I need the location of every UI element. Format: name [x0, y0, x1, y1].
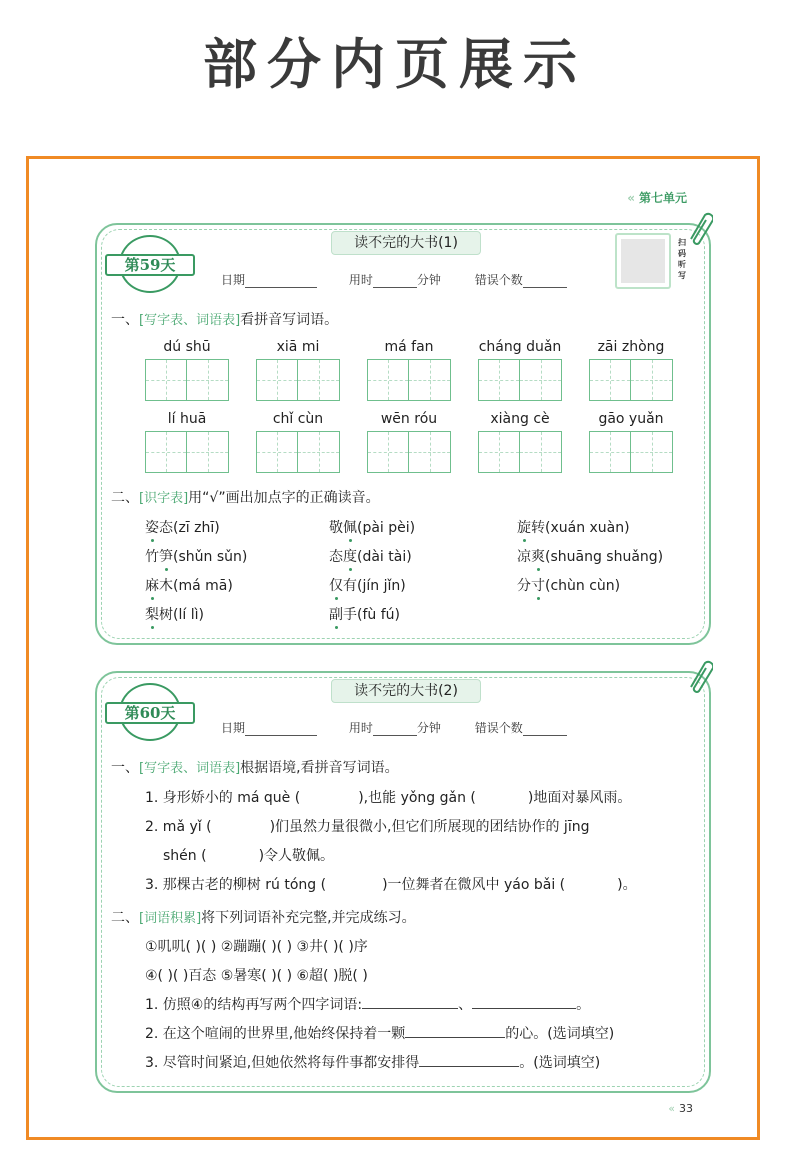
- section-2-heading: 二、[词语积累]将下列词语补充完整,并完成练习。: [111, 910, 416, 926]
- write-cells[interactable]: [589, 431, 673, 473]
- section-2-heading: 二、[识字表]用“√”画出加点字的正确读音。: [111, 490, 380, 506]
- qr-code[interactable]: [615, 233, 671, 289]
- write-cells[interactable]: [478, 431, 562, 473]
- day-59-card: 第59天 读不完的大书(1) 日期 用时 分钟 错误个数 扫码听写 一、[写字表、词语表]看拼音写词语。 dú shū xiā mi má fan cháng duǎn zāi zhòng lí huā chǐ cùn wēn róu xiàng cè gāo yuǎn 二、[识字表]用“√”画出加点字的正确读音。 姿态(zī zhī) 敬佩(pài pèi) 旋转(xuán xuàn) 竹笋(shǔn sǔn) 态度(dài tài) 凉爽(shuāng shuǎng) 麻木(má mā) 仅有(jín jǐn) 分寸(chùn cùn) 梨树(lí lì) 副手(fù fú): [95, 223, 711, 645]
- lesson-title: 读不完的大书(1): [331, 231, 481, 255]
- question-3: 3. 那棵古老的柳树 rú tóng ( )一位舞者在微风中 yáo bǎi ( )。: [145, 877, 637, 893]
- qr-label: 扫码听写: [678, 238, 686, 280]
- day-60-card: [95, 671, 711, 1093]
- workbook-page: [26, 156, 760, 1140]
- fill-row-1[interactable]: ①叽叽( )( ) ②蹦蹦( )( ) ③井( )( )序: [145, 939, 368, 955]
- lesson-title: 读不完的大书(2): [331, 679, 481, 703]
- double-chevron-icon: «: [627, 191, 635, 205]
- meta-row: 日期 用时 分钟 错误个数: [221, 271, 567, 288]
- page-number: « 33: [668, 1102, 693, 1115]
- choice-item[interactable]: 梨树(lí lì): [145, 604, 204, 624]
- paperclip-icon: [683, 657, 713, 695]
- error-field[interactable]: [523, 721, 567, 736]
- choice-item[interactable]: 姿态(zī zhī): [145, 517, 220, 537]
- choice-item[interactable]: 敬佩(pài pèi): [329, 517, 415, 537]
- time-field[interactable]: [373, 273, 417, 288]
- answer-blank[interactable]: [419, 1052, 519, 1067]
- time-field[interactable]: [373, 721, 417, 736]
- exercise-1: 1. 仿照④的结构再写两个四字词语: 、 。: [145, 994, 590, 1014]
- question-2: 2. mǎ yǐ ( )们虽然力量很微小,但它们所展现的团结协作的 jīng: [145, 819, 590, 835]
- section-1-heading: 一、[写字表、词语表]看拼音写词语。: [111, 312, 339, 328]
- banner: [0, 0, 790, 150]
- question-2-cont: shén ( )令人敬佩。: [163, 848, 335, 864]
- choice-item[interactable]: 仅有(jín jǐn): [329, 575, 406, 595]
- choice-item[interactable]: 竹笋(shǔn sǔn): [145, 546, 247, 566]
- write-cells[interactable]: [367, 359, 451, 401]
- answer-blank[interactable]: [405, 1023, 505, 1038]
- choice-item[interactable]: 分寸(chùn cùn): [517, 575, 620, 595]
- question-1: 1. 身形娇小的 má què ( ),也能 yǒng gǎn ( )地面对暴风雨。: [145, 790, 632, 806]
- write-cells[interactable]: [256, 359, 340, 401]
- write-cells[interactable]: [145, 359, 229, 401]
- answer-blank[interactable]: [472, 994, 576, 1009]
- exercise-3: 3. 尽管时间紧迫,但她依然将每件事都安排得 。(选词填空): [145, 1052, 600, 1072]
- choice-item[interactable]: 旋转(xuán xuàn): [517, 517, 630, 537]
- write-cells[interactable]: [478, 359, 562, 401]
- banner-title: 部分内页展示: [203, 33, 587, 96]
- write-cells[interactable]: [145, 431, 229, 473]
- date-field[interactable]: [245, 273, 317, 288]
- write-cells[interactable]: [589, 359, 673, 401]
- write-cells[interactable]: [367, 431, 451, 473]
- exercise-2: 2. 在这个喧闹的世界里,他始终保持着一颗 的心。(选词填空): [145, 1023, 614, 1043]
- choice-item[interactable]: 副手(fù fú): [329, 604, 400, 624]
- date-field[interactable]: [245, 721, 317, 736]
- write-cells[interactable]: [256, 431, 340, 473]
- choice-item[interactable]: 凉爽(shuāng shuǎng): [517, 546, 663, 566]
- double-chevron-icon: «: [668, 1102, 675, 1115]
- choice-item[interactable]: 麻木(má mā): [145, 575, 233, 595]
- fill-row-2[interactable]: ④( )( )百态 ⑤暑寒( )( ) ⑥超( )脱( ): [145, 968, 368, 984]
- unit-label: « 第七单元: [627, 191, 687, 205]
- meta-row: 日期 用时 分钟 错误个数: [221, 719, 567, 736]
- section-1-heading: 一、[写字表、词语表]根据语境,看拼音写词语。: [111, 760, 399, 776]
- answer-blank[interactable]: [362, 994, 458, 1009]
- error-field[interactable]: [523, 273, 567, 288]
- choice-item[interactable]: 态度(dài tài): [329, 546, 412, 566]
- day-badge: 第59天: [105, 235, 195, 293]
- day-badge: 第60天: [105, 683, 195, 741]
